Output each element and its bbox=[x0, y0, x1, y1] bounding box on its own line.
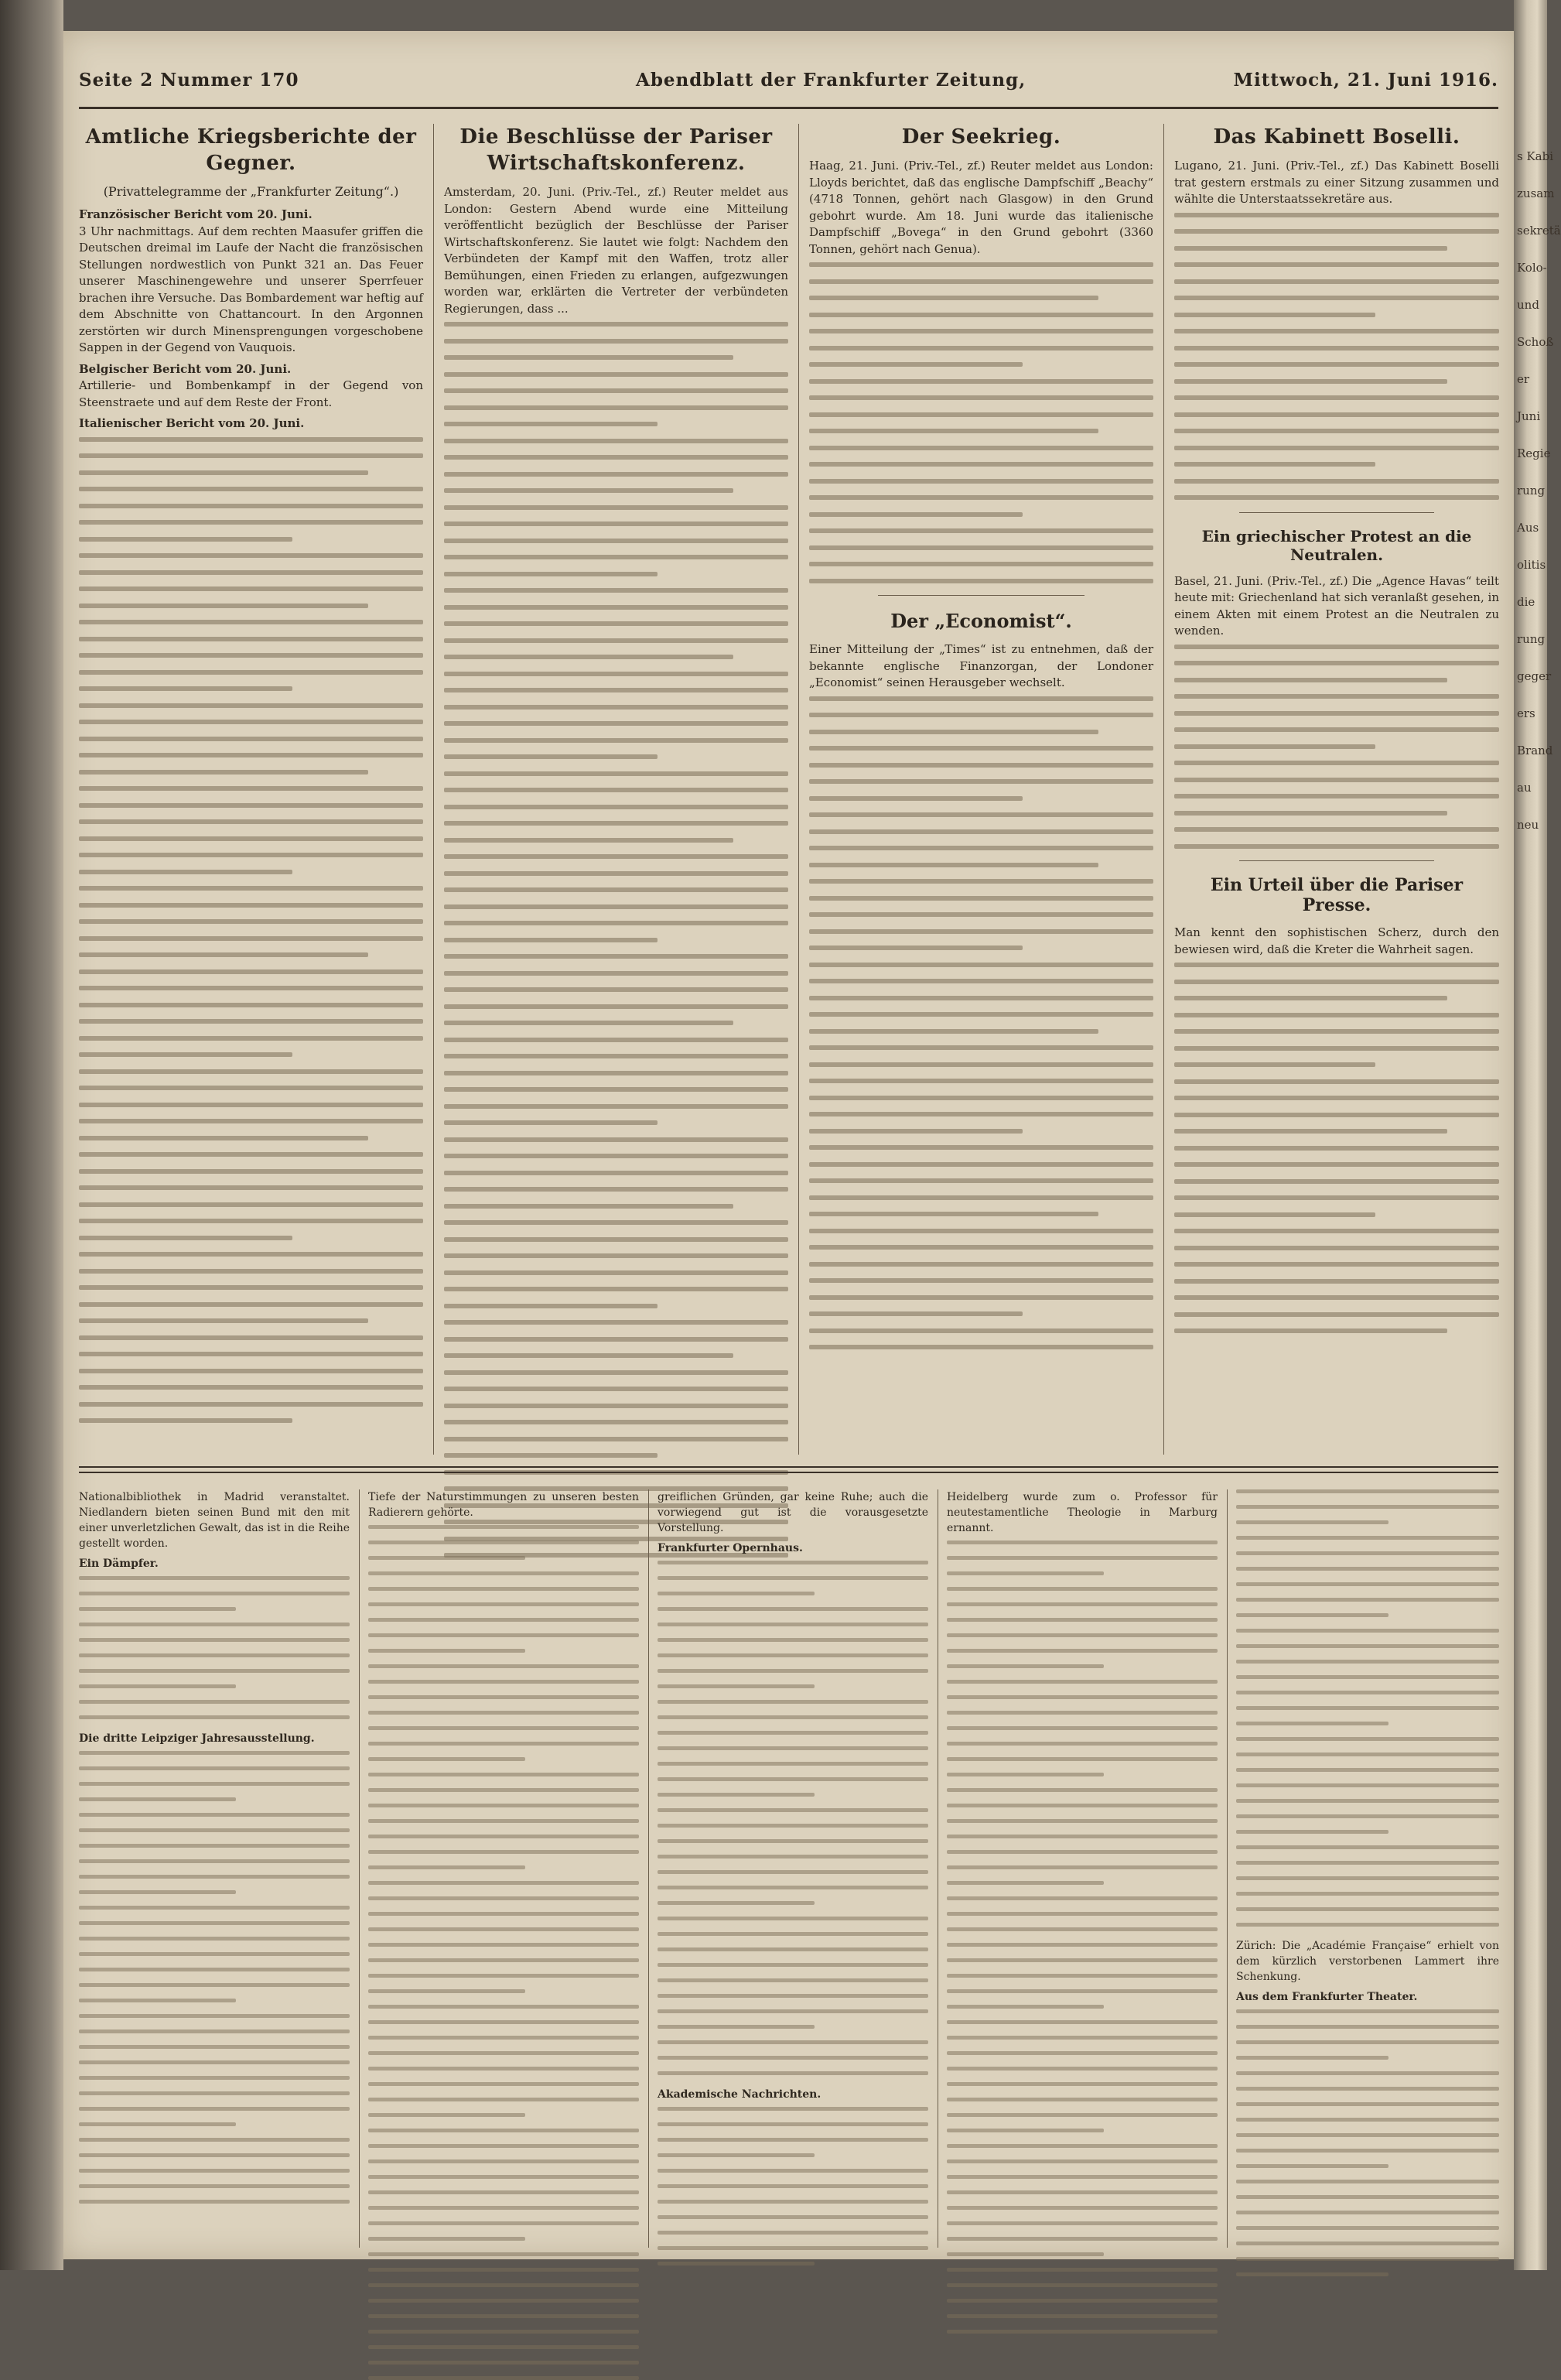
section-divider bbox=[878, 595, 1085, 596]
issue-date: Mittwoch, 21. Juni 1916. bbox=[1233, 70, 1498, 91]
header-rule bbox=[79, 107, 1498, 109]
feuilleton-title: Frankfurter Opernhaus. bbox=[658, 1542, 803, 1554]
feuilleton-body: Nationalbibliothek in Madrid veranstaltet. Niedlandern bieten seinen Bund mit den mit einer unverletzlichen Gewalt, das ist in die Reihe gestellt worden. bbox=[79, 1491, 350, 1550]
feuilleton-title: Akademische Nachrichten. bbox=[658, 2088, 821, 2101]
column-war-reports bbox=[79, 124, 423, 1458]
newspaper-page bbox=[63, 31, 1514, 2259]
lead-french: Französischer Bericht vom 20. Juni. bbox=[79, 207, 313, 221]
body-greek-protest: Basel, 21. Juni. (Priv.-Tel., zf.) Die „Agence Havas“ teilt heute mit: Griechenland hat sich veranlaßt gesehen, in einem Akten mit einem Protest an die Neutralen zu wenden. bbox=[1174, 573, 1499, 638]
column-separator bbox=[359, 1489, 360, 2248]
body-boselli-cabinet: Lugano, 21. Juni. (Priv.-Tel., zf.) Das Kabinett Boselli trat gestern erstmals zu einer Sitzung zusammen und wählte die Unterstaatssekretäre aus. bbox=[1174, 159, 1499, 206]
section-divider bbox=[1239, 860, 1434, 861]
text-block bbox=[1174, 645, 1499, 849]
book-binding bbox=[0, 0, 63, 2270]
text-block bbox=[1174, 963, 1499, 1333]
body-belgian: Artillerie- und Bombenkampf in der Gegend von Steenstraete und auf dem Reste der Front. bbox=[79, 378, 423, 409]
edge-text-fragment: au bbox=[1517, 781, 1532, 795]
feuilleton-column bbox=[947, 1489, 1218, 2252]
column-separator bbox=[433, 124, 434, 1455]
edge-text-fragment: Aus bbox=[1517, 521, 1539, 535]
feuilleton-body: Heidelberg wurde zum o. Professor für neutestamentliche Theologie in Marburg ernannt. bbox=[947, 1491, 1218, 1534]
feuilleton-body: greiflichen Gründen, gar keine Ruhe; auch die vorwiegend gut ist die vorausgesetzte Vorstellung. bbox=[658, 1491, 928, 1534]
text-block bbox=[809, 696, 1153, 1350]
edge-text-fragment: Schoß bbox=[1517, 335, 1554, 349]
edge-text-fragment: er bbox=[1517, 372, 1530, 386]
column-separator bbox=[798, 124, 799, 1455]
headline-naval-war: Der Seekrieg. bbox=[901, 125, 1061, 149]
column-separator bbox=[648, 1489, 649, 2248]
text-block bbox=[79, 437, 423, 1424]
edge-text-fragment: neu bbox=[1517, 818, 1539, 832]
adjacent-page-edge bbox=[1514, 0, 1561, 2270]
feuilleton-column bbox=[658, 1489, 928, 2252]
body-paris-conference: Amsterdam, 20. Juni. (Priv.-Tel., zf.) Reuter meldet aus London: Gestern Abend wurde eine Mitteilung veröffentlicht bezüglich der Beschlüsse der Pariser Wirtschaftskonferenz. Sie lautet wie folgt: Nachdem den Verbündeten der Kampf mit den Waffen, trotz aller Bemühungen, einen Frieden zu erlangen, aufgezwungen worden war, erklärten die Vertreter der verbündeten Regierungen, dass ... bbox=[444, 185, 788, 316]
feuilleton-title: Ein Dämpfer. bbox=[79, 1558, 159, 1570]
column-naval-war bbox=[809, 124, 1153, 1458]
column-boselli-cabinet bbox=[1174, 124, 1499, 1458]
masthead: Abendblatt der Frankfurter Zeitung, bbox=[636, 70, 1026, 91]
edge-text-fragment: sekretä bbox=[1517, 224, 1561, 238]
column-separator bbox=[1163, 124, 1164, 1455]
feuilleton-column bbox=[1236, 1489, 1499, 2252]
headline-greek-protest: Ein griechischer Protest an die Neutralen. bbox=[1201, 526, 1472, 564]
edge-text-fragment: zusam bbox=[1517, 186, 1555, 200]
lead-belgian: Belgischer Bericht vom 20. Juni. bbox=[79, 361, 292, 376]
lead-italian: Italienischer Bericht vom 20. Juni. bbox=[79, 416, 305, 430]
headline-war-reports: Amtliche Kriegsberichte der Gegner. bbox=[85, 125, 417, 175]
edge-text-fragment: Brand bbox=[1517, 744, 1553, 757]
edge-text-fragment: geger bbox=[1517, 669, 1552, 683]
text-block bbox=[809, 262, 1153, 583]
edge-text-fragment: Kolo- bbox=[1517, 261, 1547, 275]
subhead-war-reports: (Privattelegramme der „Frankfurter Zeitung“.) bbox=[103, 184, 399, 199]
edge-text-fragment: Regie bbox=[1517, 446, 1551, 460]
text-block bbox=[444, 322, 788, 1558]
headline-boselli-cabinet: Das Kabinett Boselli. bbox=[1213, 125, 1460, 149]
headline-paris-conference: Die Beschlüsse der Pariser Wirtschaftskonferenz. bbox=[459, 125, 773, 175]
feuilleton-column bbox=[368, 1489, 639, 2252]
section-divider bbox=[1239, 512, 1434, 513]
feuilleton-body: Tiefe der Naturstimmungen zu unseren besten Radierern gehörte. bbox=[368, 1491, 639, 1519]
body-economist: Einer Mitteilung der „Times“ ist zu entnehmen, daß der bekannte englische Finanzorgan, der Londoner „Economist“ seinen Herausgeber wechselt. bbox=[809, 642, 1153, 689]
feuilleton-rule bbox=[79, 1466, 1498, 1468]
edge-text-fragment: Juni bbox=[1517, 409, 1541, 423]
body-naval-war: Haag, 21. Juni. (Priv.-Tel., zf.) Reuter meldet aus London: Lloyds berichtet, daß das englische Dampfschiff „Beachy“ (4718 Tonnen, gehört nach Glasgow) in den Grund gebohrt wurde. Am 18. Juni wurde das italienische Dampfschiff „Bovega“ in den Grund gebohrt (3360 Tonnen, gehört nach Genua). bbox=[809, 159, 1153, 256]
edge-text-fragment: die bbox=[1517, 595, 1535, 609]
edge-text-fragment: rung bbox=[1517, 632, 1546, 646]
feuilleton-column bbox=[79, 1489, 350, 2252]
headline-economist: Der „Economist“. bbox=[890, 610, 1072, 632]
edge-text-fragment: und bbox=[1517, 298, 1539, 312]
edge-text-fragment: ers bbox=[1517, 706, 1535, 720]
body-paris-press: Man kennt den sophistischen Scherz, durch den bewiesen wird, daß die Kreter die Wahrheit sagen. bbox=[1174, 925, 1499, 956]
body-french: 3 Uhr nachmittags. Auf dem rechten Maasufer griffen die Deutschen dreimal im Laufe der Nacht die französischen Stellungen nordwestlich von Punkt 321 an. Das Feuer unserer Maschinengewehre und unserer Sperrfeuer brachen ihre Versuche. Das Bombardement war heftig auf dem Abschnitte von Chattancourt. In den Argonnen zerstörten wir durch Minensprengungen vorgeschobene Sappen in der Gegend von Vauquois. bbox=[79, 224, 423, 354]
feuilleton-rule bbox=[79, 1472, 1498, 1473]
feuilleton-body: Zürich: Die „Académie Française“ erhielt von dem kürzlich verstorbenen Lammert ihre Schenkung. bbox=[1236, 1940, 1499, 1983]
headline-paris-press: Ein Urteil über die Pariser Presse. bbox=[1210, 875, 1464, 915]
column-separator bbox=[1227, 1489, 1228, 2248]
edge-text-fragment: olitis bbox=[1517, 558, 1546, 572]
feuilleton-title: Aus dem Frankfurter Theater. bbox=[1236, 1991, 1418, 2003]
column-paris-conference bbox=[444, 124, 788, 1458]
edge-text-fragment: rung bbox=[1517, 484, 1546, 498]
text-block bbox=[1174, 213, 1499, 501]
feuilleton-title: Die dritte Leipziger Jahresausstellung. bbox=[79, 1732, 315, 1745]
page-number: Seite 2 Nummer 170 bbox=[79, 70, 299, 91]
page-header bbox=[79, 70, 1498, 101]
edge-text-fragment: s Kabi bbox=[1517, 149, 1554, 163]
